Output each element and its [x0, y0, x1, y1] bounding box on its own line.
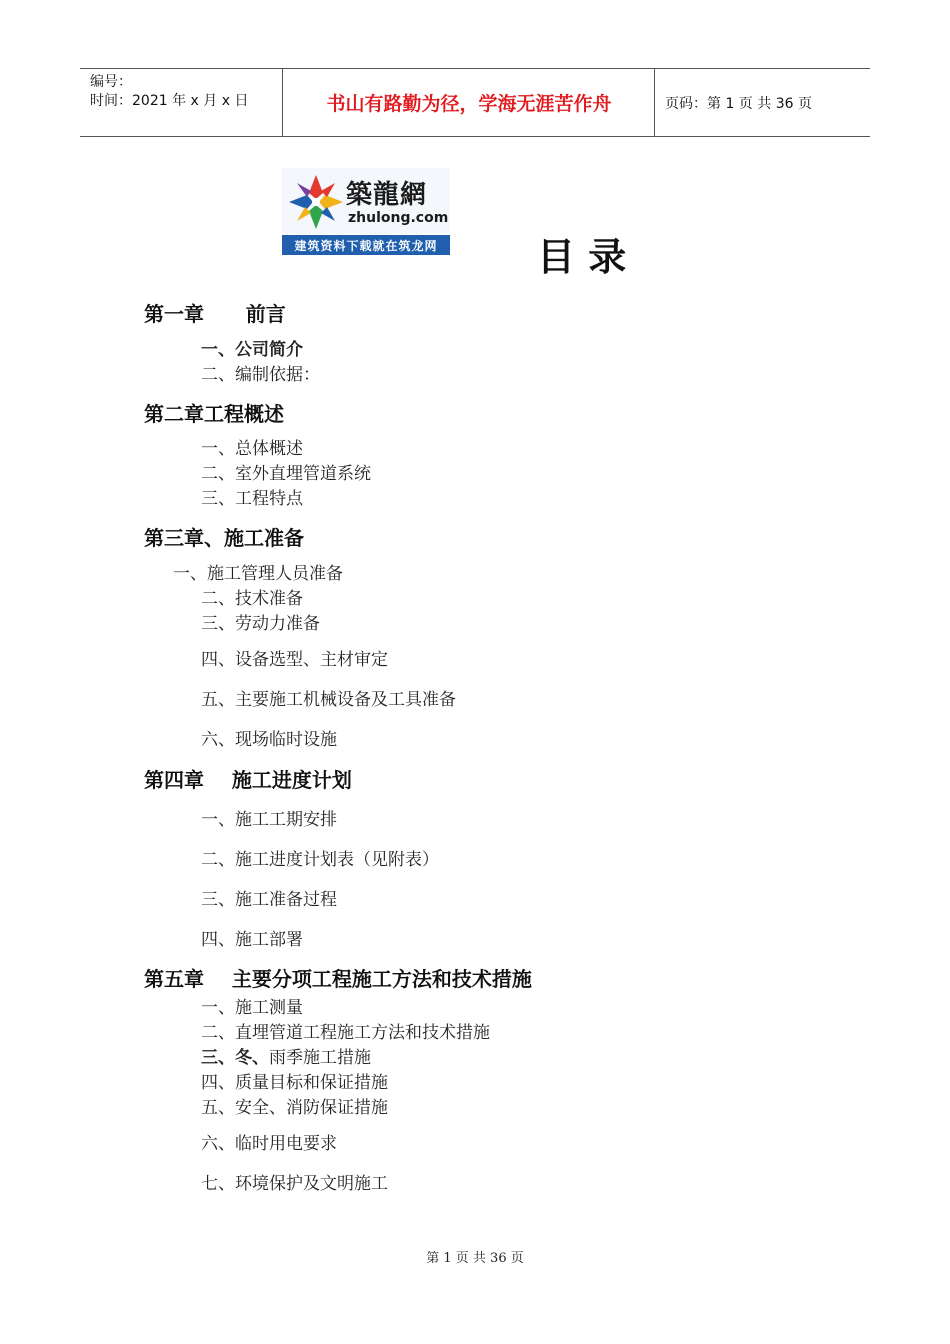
- document-number: 编号：: [90, 74, 132, 90]
- toc-item: 一、公司简介: [201, 340, 303, 360]
- toc-item: 二、编制依据：: [201, 365, 320, 385]
- toc-item: 四、质量目标和保证措施: [201, 1073, 388, 1093]
- header-page-number: 页码：第 1 页 共 36 页: [665, 95, 812, 112]
- page-footer: 第 1 页 共 36 页: [426, 1251, 524, 1266]
- toc-title-text: 目 录: [537, 234, 627, 279]
- header-meta: [90, 73, 248, 111]
- page-header: [80, 68, 870, 137]
- toc-item: [201, 1043, 371, 1068]
- logo-pinwheel-icon: [285, 171, 347, 233]
- toc-item: 六、现场临时设施: [201, 730, 337, 750]
- chapter-heading: 第五章 主要分项工程施工方法和技术措施: [144, 967, 532, 991]
- toc-item: 四、设备选型、主材审定: [201, 650, 388, 670]
- chapter-heading: 第三章、施工准备: [144, 526, 304, 550]
- toc-item: 三、施工准备过程: [201, 890, 337, 910]
- toc-item: 七、环境保护及文明施工: [201, 1174, 388, 1194]
- toc-item: 二、室外直埋管道系统: [201, 464, 371, 484]
- toc-item: 一、总体概述: [201, 439, 303, 459]
- toc-item-prefix: 三、冬、: [201, 1048, 269, 1068]
- logo-panel: [282, 168, 450, 234]
- toc-item: 一、施工管理人员准备: [173, 564, 343, 584]
- toc-item: 三、劳动力准备: [201, 614, 320, 634]
- logo-slogan: 建筑资料下载就在筑龙网: [282, 235, 450, 255]
- header-divider: [654, 69, 655, 136]
- toc-item: 五、安全、消防保证措施: [201, 1098, 388, 1118]
- toc-item: 一、施工工期安排: [201, 810, 337, 830]
- toc-item: 二、技术准备: [201, 589, 303, 609]
- toc-item: 一、施工测量: [201, 998, 303, 1018]
- toc-item: 六、临时用电要求: [201, 1134, 337, 1154]
- toc-item: 三、工程特点: [201, 489, 303, 509]
- toc-item-rest: 雨季施工措施: [269, 1048, 371, 1068]
- zhulong-logo: [282, 168, 450, 256]
- chapter-heading: 第二章工程概述: [144, 402, 284, 426]
- toc-item: 四、施工部署: [201, 930, 303, 950]
- header-motto: 书山有路勤为径，学海无涯苦作舟: [326, 93, 612, 115]
- logo-domain: zhulong.com: [348, 210, 449, 226]
- toc-item: 二、直埋管道工程施工方法和技术措施: [201, 1023, 490, 1043]
- toc-title: [537, 226, 626, 281]
- chapter-heading: 第一章 前言: [144, 302, 286, 326]
- document-date: 时间：2021 年 x 月 x 日: [90, 93, 249, 109]
- chapter-heading: 第四章 施工进度计划: [144, 768, 352, 792]
- toc-item: 五、主要施工机械设备及工具准备: [201, 690, 456, 710]
- logo-chinese-name: 築龍網: [346, 180, 428, 210]
- toc-item: 二、施工进度计划表（见附表）: [201, 850, 439, 870]
